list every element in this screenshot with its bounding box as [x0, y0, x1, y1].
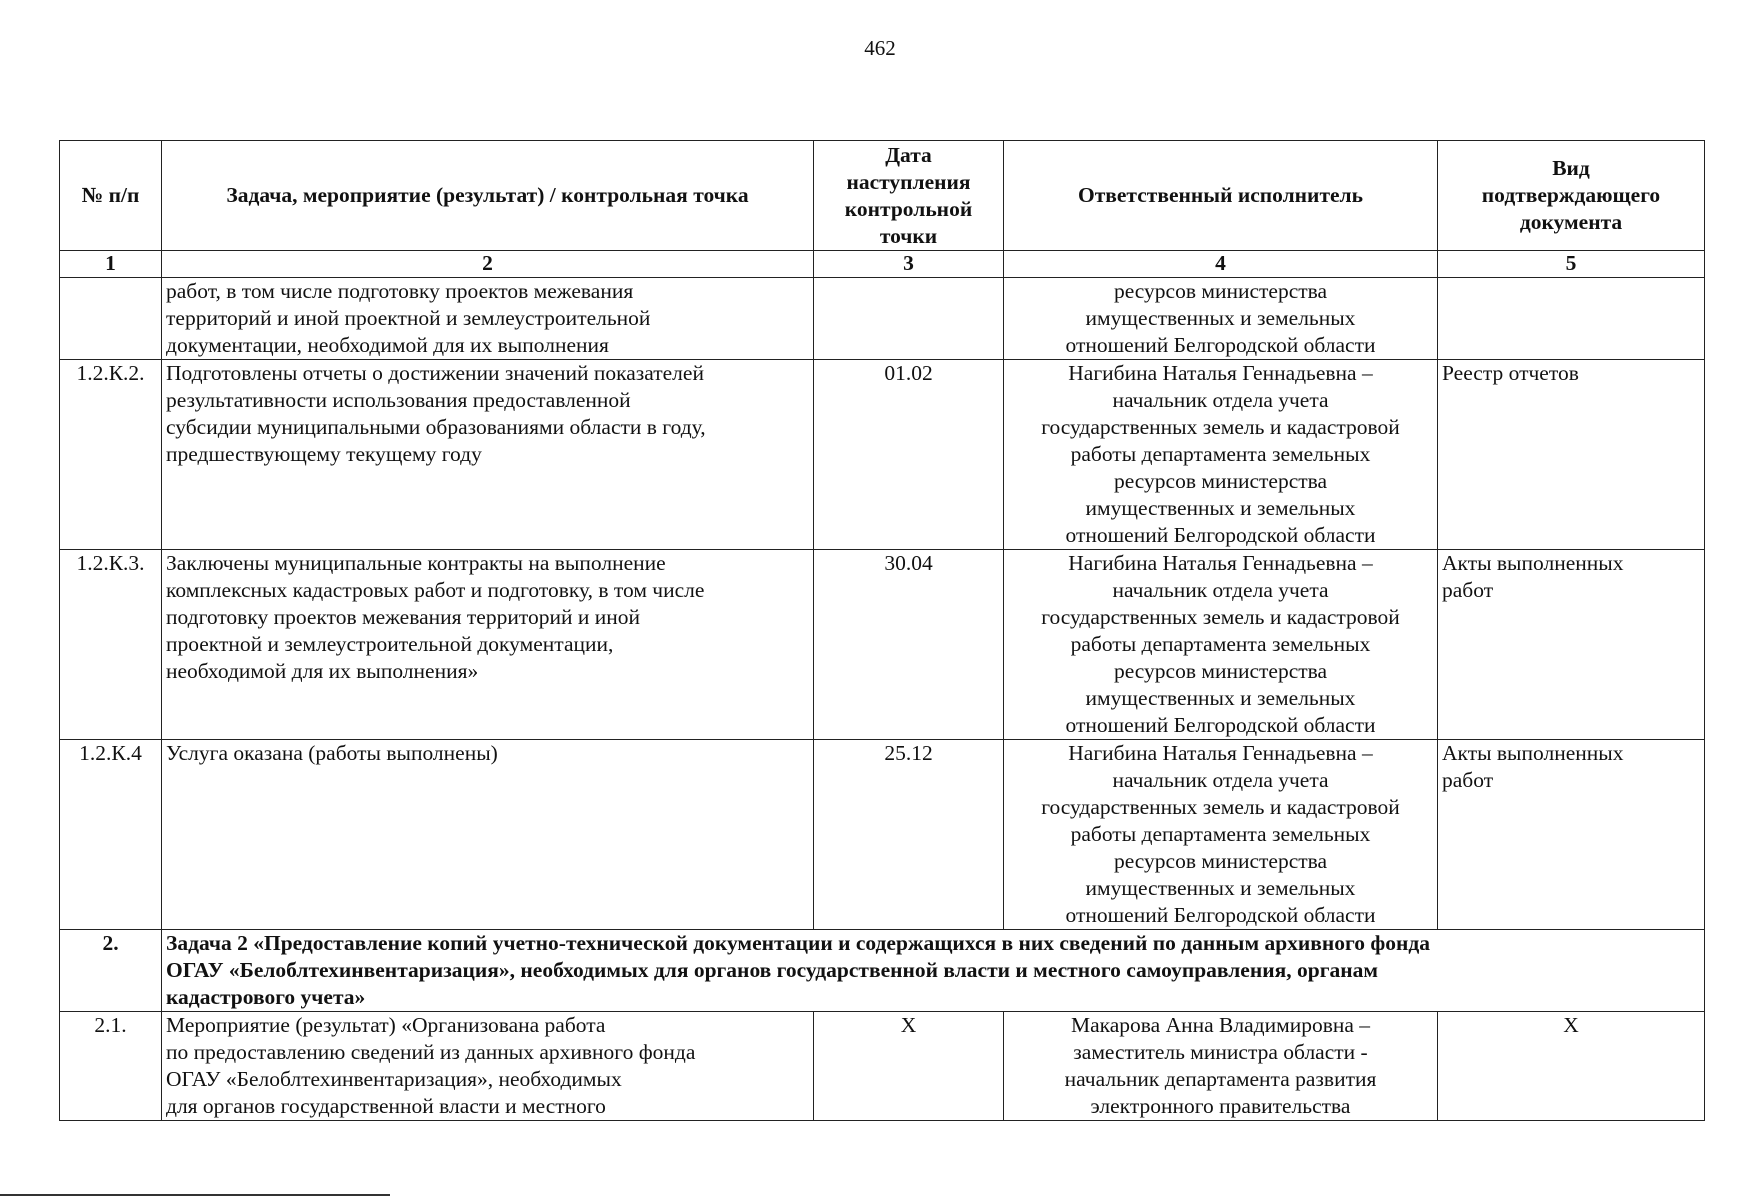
row-document: Акты выполненных работ	[1438, 740, 1705, 930]
row-date: 25.12	[814, 740, 1004, 930]
table-header-row	[60, 141, 1705, 251]
column-number: 3	[814, 251, 1004, 278]
row-responsible: Нагибина Наталья Геннадьевна – начальник отдела учета государственных земель и кадастровой работы департамента земельных ресурсов министерства имущественных и земельных отношений Белгородской области	[1004, 360, 1438, 550]
table-row-task-2	[60, 930, 1705, 1012]
row-task: Услуга оказана (работы выполнены)	[162, 740, 814, 930]
row-date: Х	[814, 1012, 1004, 1121]
row-responsible: Макарова Анна Владимировна – заместитель министра области - начальник департамента развития электронного правительства	[1004, 1012, 1438, 1121]
header-col-document: Вид подтверждающего документа	[1438, 141, 1705, 251]
table-row	[60, 740, 1705, 930]
row-date: 30.04	[814, 550, 1004, 740]
header-col-task: Задача, мероприятие (результат) / контрольная точка	[162, 141, 814, 251]
row-responsible: Нагибина Наталья Геннадьевна – начальник отдела учета государственных земель и кадастровой работы департамента земельных ресурсов министерства имущественных и земельных отношений Белгородской области	[1004, 550, 1438, 740]
task-2-title: Задача 2 «Предоставление копий учетно-технической документации и содержащихся в них сведений по данным архивного фонда ОГАУ «Белоблтехинвентаризация», необходимых для органов государственной власти и местного самоуправления, органам кадастрового учета»	[162, 930, 1705, 1012]
row-num: 1.2.К.4	[60, 740, 162, 930]
row-document	[1438, 278, 1705, 360]
table-row-continuation	[60, 278, 1705, 360]
row-responsible: Нагибина Наталья Геннадьевна – начальник отдела учета государственных земель и кадастровой работы департамента земельных ресурсов министерства имущественных и земельных отношений Белгородской области	[1004, 740, 1438, 930]
row-task: Мероприятие (результат) «Организована работа по предоставлению сведений из данных архивного фонда ОГАУ «Белоблтехинвентаризация», необходимых для органов государственной власти и местного	[162, 1012, 814, 1121]
row-date: 01.02	[814, 360, 1004, 550]
column-number: 4	[1004, 251, 1438, 278]
row-document: Х	[1438, 1012, 1705, 1121]
row-task: Подготовлены отчеты о достижении значений показателей результативности использования предоставленной субсидии муниципальными образованиями области в году, предшествующему текущему году	[162, 360, 814, 550]
table-row	[60, 550, 1705, 740]
row-num: 2.1.	[60, 1012, 162, 1121]
header-col-responsible: Ответственный исполнитель	[1004, 141, 1438, 251]
table-row	[60, 1012, 1705, 1121]
row-document: Акты выполненных работ	[1438, 550, 1705, 740]
row-task: Заключены муниципальные контракты на выполнение комплексных кадастровых работ и подготовку, в том числе подготовку проектов межевания территорий и иной проектной и землеустроительной документации, необходимой для их выполнения»	[162, 550, 814, 740]
column-number-row	[60, 251, 1705, 278]
table-row	[60, 360, 1705, 550]
activity-table	[59, 140, 1705, 1121]
column-number: 1	[60, 251, 162, 278]
row-responsible: ресурсов министерства имущественных и земельных отношений Белгородской области	[1004, 278, 1438, 360]
row-document: Реестр отчетов	[1438, 360, 1705, 550]
header-col-date: Дата наступления контрольной точки	[814, 141, 1004, 251]
task-2-num: 2.	[60, 930, 162, 1012]
row-num	[60, 278, 162, 360]
row-num: 1.2.К.3.	[60, 550, 162, 740]
row-date	[814, 278, 1004, 360]
page-number: 462	[864, 36, 896, 60]
row-num: 1.2.К.2.	[60, 360, 162, 550]
footer-rule	[0, 1194, 390, 1196]
header-col-num: № п/п	[60, 141, 162, 251]
row-task: работ, в том числе подготовку проектов межевания территорий и иной проектной и землеустроительной документации, необходимой для их выполнения	[162, 278, 814, 360]
column-number: 5	[1438, 251, 1705, 278]
column-number: 2	[162, 251, 814, 278]
